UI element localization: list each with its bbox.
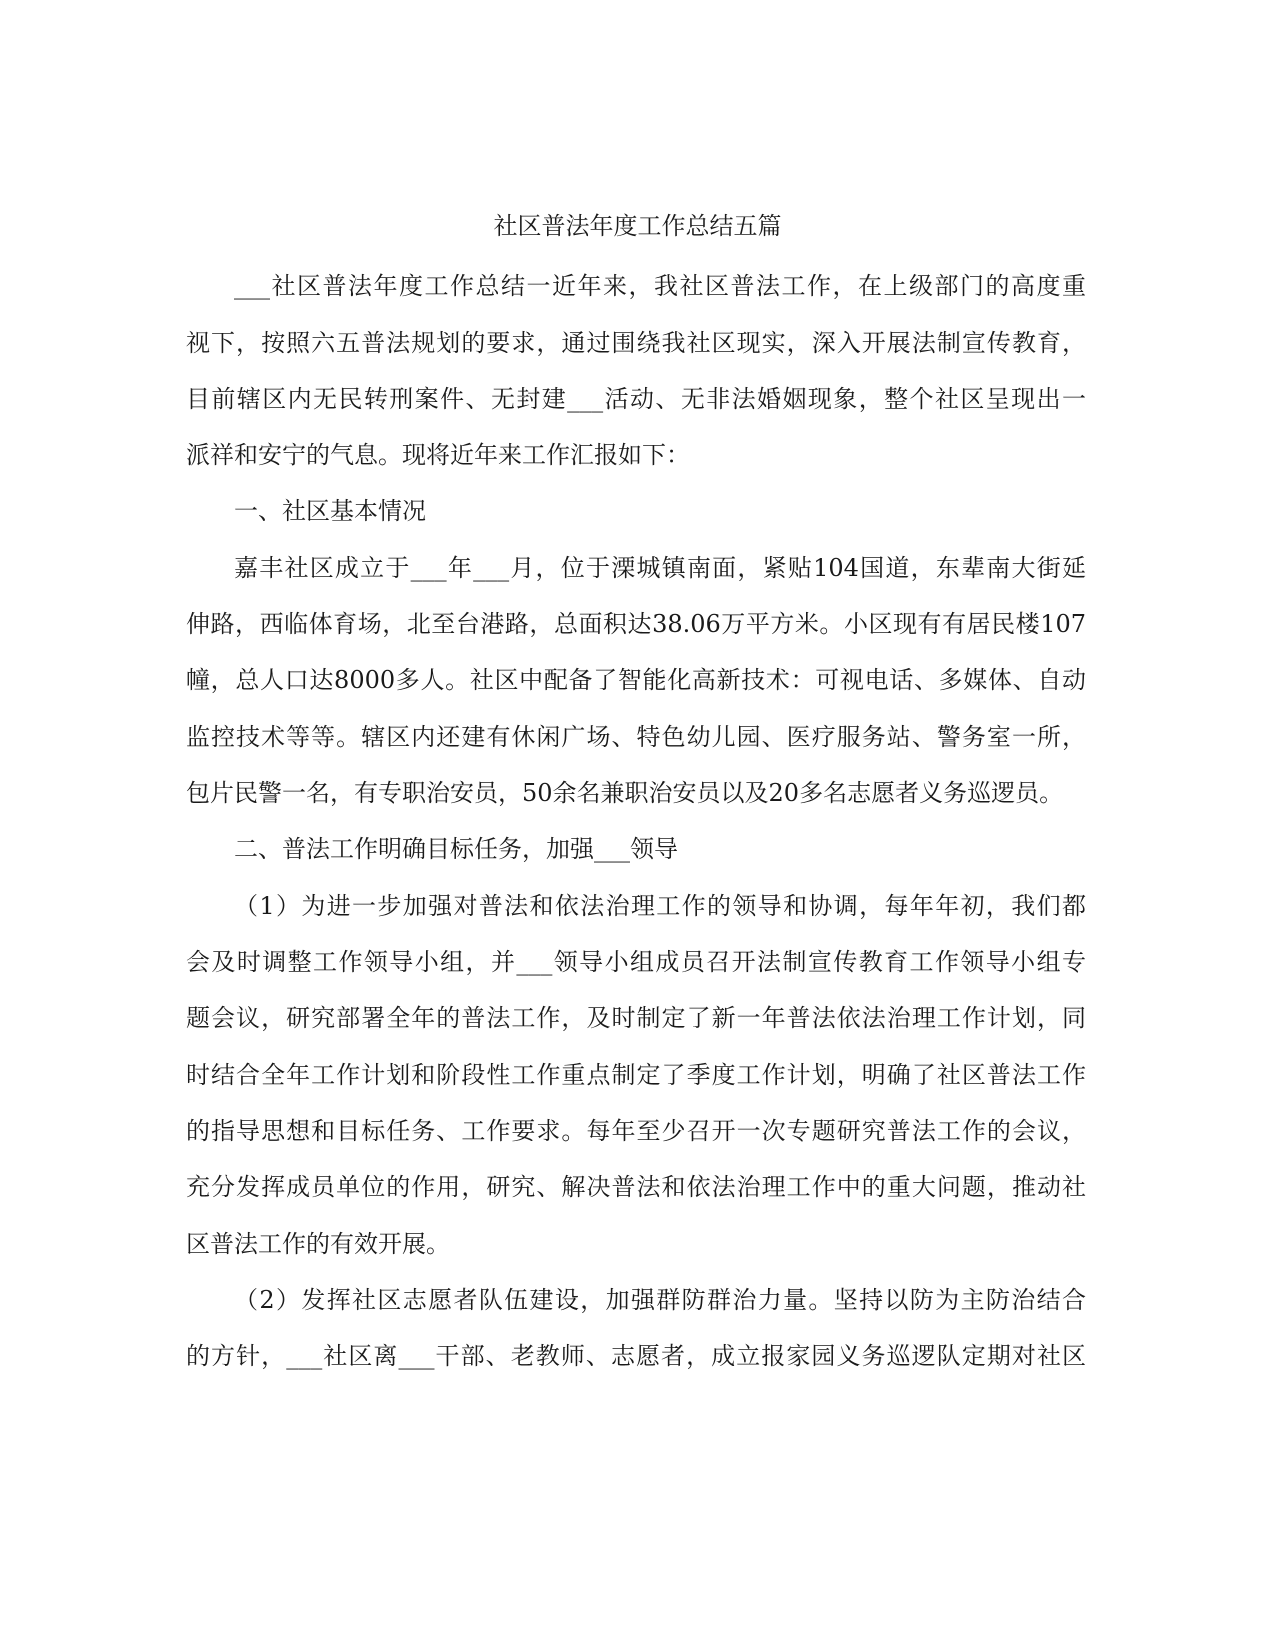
- paragraph-line: 派祥和安宁的气息。现将近年来工作汇报如下：: [186, 441, 690, 469]
- paragraph-line: （1）为进一步加强对普法和依法治理工作的领导和协调，每年年初，我们都: [234, 892, 1086, 920]
- document-title: 社区普法年度工作总结五篇: [493, 212, 782, 240]
- paragraph-line: 的方针，___社区离___干部、老教师、志愿者，成立报家园义务巡逻队定期对社区: [186, 1342, 1086, 1370]
- paragraph-line: 视下，按照六五普法规划的要求，通过围绕我社区现实，深入开展法制宣传教育，: [186, 329, 1086, 357]
- paragraph-line: 幢，总人口达8000多人。社区中配备了智能化高新技术：可视电话、多媒体、自动: [186, 666, 1086, 694]
- paragraph-line: 充分发挥成员单位的作用，研究、解决普法和依法治理工作中的重大问题，推动社: [186, 1173, 1086, 1201]
- paragraph-line: 时结合全年工作计划和阶段性工作重点制定了季度工作计划，明确了社区普法工作: [186, 1061, 1086, 1089]
- paragraph-line: 监控技术等等。辖区内还建有休闲广场、特色幼儿园、医疗服务站、警务室一所，: [186, 723, 1086, 751]
- paragraph-line: 包片民警一名，有专职治安员，50余名兼职治安员以及20多名志愿者义务巡逻员。: [186, 779, 1064, 807]
- section-heading: 二、普法工作明确目标任务，加强___领导: [234, 835, 678, 863]
- paragraph-line: 的指导思想和目标任务、工作要求。每年至少召开一次专题研究普法工作的会议，: [186, 1117, 1086, 1145]
- paragraph-line: 区普法工作的有效开展。: [186, 1230, 450, 1258]
- paragraph-line: 伸路，西临体育场，北至台港路，总面积达38.06万平方米。小区现有有居民楼107: [186, 610, 1086, 638]
- paragraph-line: 嘉丰社区成立于___年___月，位于溧城镇南面，紧贴104国道，东辈南大街延: [234, 554, 1086, 582]
- paragraph-line: ___社区普法年度工作总结一近年来，我社区普法工作，在上级部门的高度重: [234, 272, 1086, 300]
- paragraph-line: 目前辖区内无民转刑案件、无封建___活动、无非法婚姻现象，整个社区呈现出一: [186, 385, 1086, 413]
- paragraph-line: （2）发挥社区志愿者队伍建设，加强群防群治力量。坚持以防为主防治结合: [234, 1286, 1086, 1314]
- paragraph-line: 会及时调整工作领导小组，并___领导小组成员召开法制宣传教育工作领导小组专: [186, 948, 1086, 976]
- section-heading: 一、社区基本情况: [234, 497, 426, 525]
- paragraph-line: 题会议，研究部署全年的普法工作，及时制定了新一年普法依法治理工作计划，同: [186, 1004, 1086, 1032]
